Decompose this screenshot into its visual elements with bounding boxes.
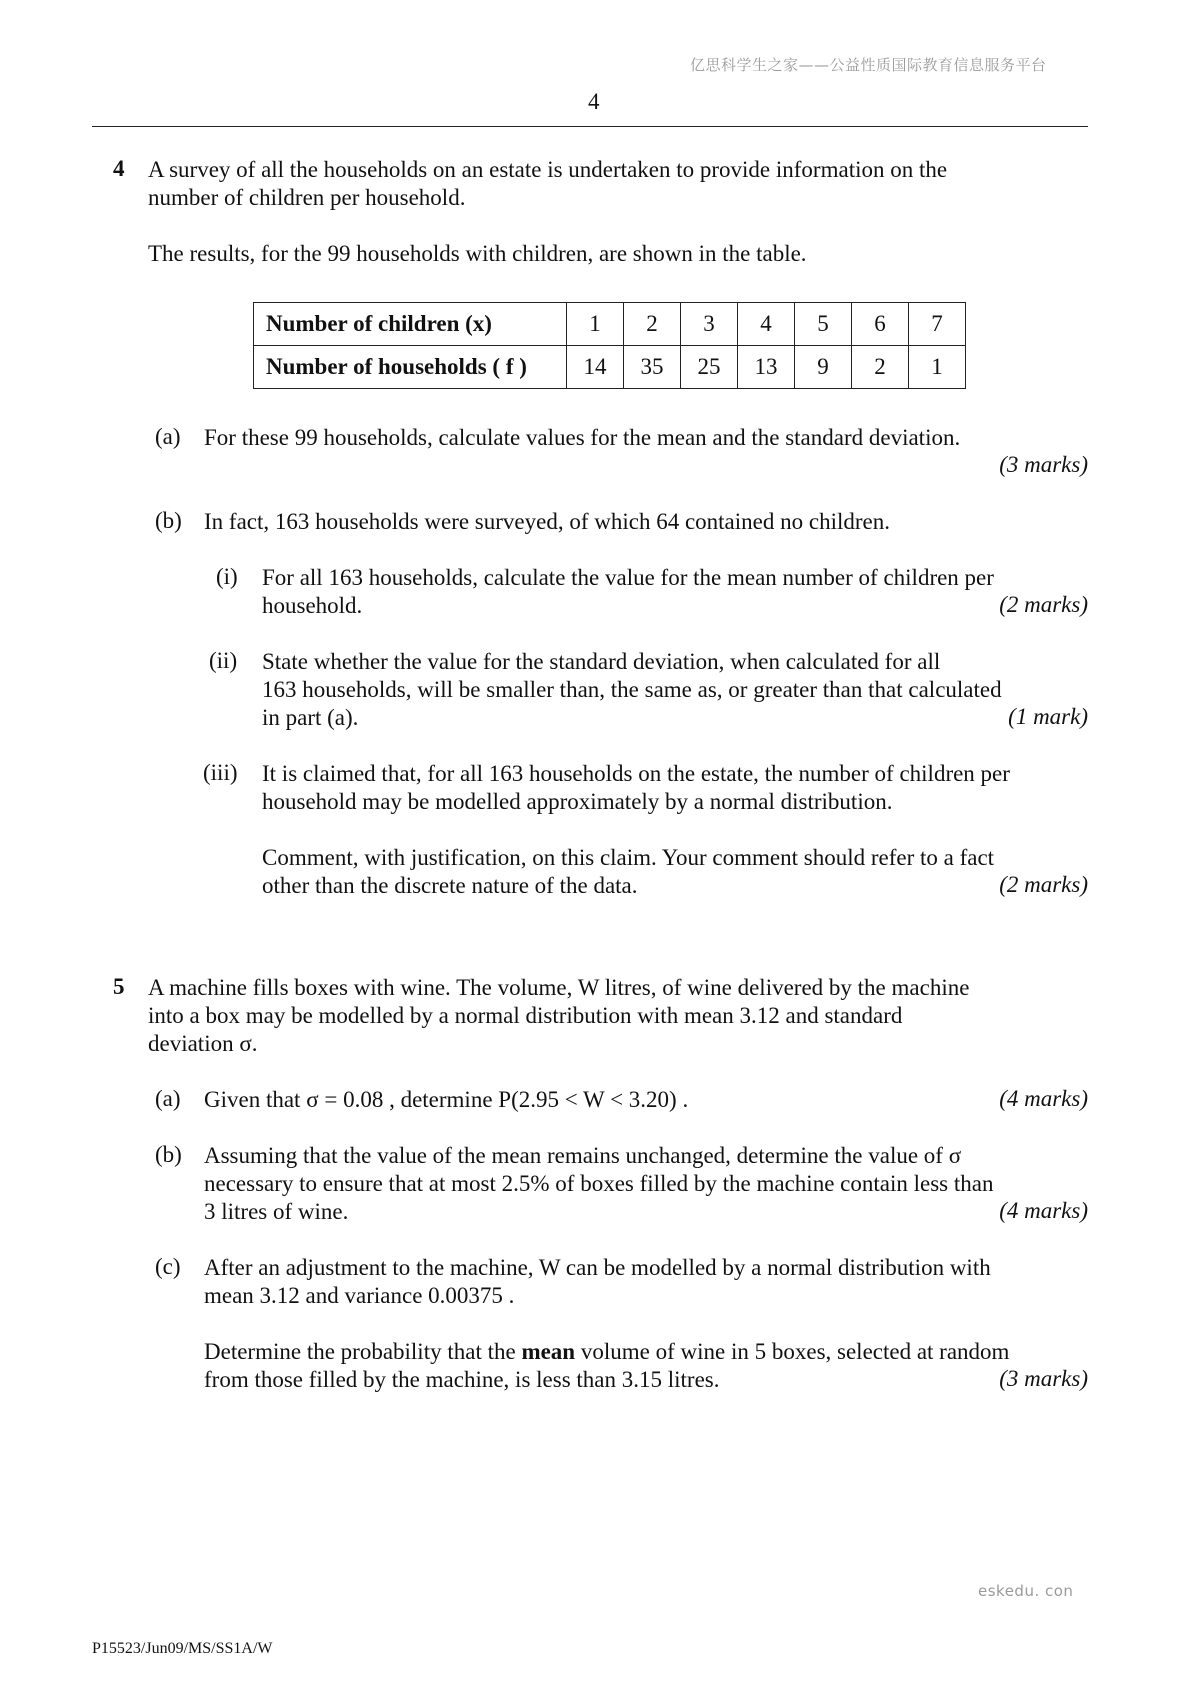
q5c-line-2: mean 3.12 and variance 0.00375 . [204, 1283, 515, 1308]
q4biii-line-1: It is claimed that, for all 163 households on the estate, the number of children per [262, 761, 1010, 786]
q5c-det-bold: mean [521, 1339, 576, 1364]
q4a-label: (a) [155, 424, 181, 449]
q4bi-line-1: For all 163 households, calculate the value for the mean number of children per [262, 565, 994, 590]
q5-intro-line-1: A machine fills boxes with wine. The volume, W litres, of wine delivered by the machine [148, 975, 970, 1000]
q5c-det-prefix: Determine the probability that the [204, 1339, 522, 1364]
q5c-determine-line-1 [204, 1338, 1009, 1366]
table-cell: 35 [624, 346, 681, 389]
q5-intro-line-2: into a box may be modelled by a normal distribution with mean 3.12 and standard [148, 1003, 903, 1028]
q4-results-text: The results, for the 99 households with children, are shown in the table. [148, 241, 807, 266]
q5-intro-line-3: deviation σ. [148, 1031, 258, 1056]
footer-code: P15523/Jun09/MS/SS1A/W [92, 1640, 273, 1657]
q5b-label: (b) [155, 1142, 182, 1167]
q4biii-marks: (2 marks) [999, 872, 1088, 897]
q5b-line-1: Assuming that the value of the mean remains unchanged, determine the value of σ [204, 1143, 962, 1168]
q4biii-comment-2: other than the discrete nature of the data. [262, 873, 638, 898]
table-cell: 1 [909, 346, 966, 389]
q4a-marks: (3 marks) [999, 452, 1088, 477]
q4bii-marks: (1 mark) [1008, 704, 1088, 729]
q4b-label: (b) [155, 508, 182, 533]
q5c-label: (c) [155, 1254, 181, 1279]
table-cell: 2 [624, 303, 681, 346]
q4bi-marks: (2 marks) [999, 592, 1088, 617]
q4bii-label: (ii) [209, 648, 238, 673]
q5-number: 5 [113, 974, 125, 999]
q5b-line-2: necessary to ensure that at most 2.5% of boxes filled by the machine contain less than [204, 1171, 994, 1196]
table-cell: 1 [567, 303, 624, 346]
q4-intro-line-2: number of children per household. [148, 185, 466, 210]
table-header-children: Number of children (x) [254, 303, 567, 346]
table-row-children [254, 303, 966, 346]
q4bi-line-2: household. [262, 593, 363, 618]
table-cell: 9 [795, 346, 852, 389]
table-header-households: Number of households ( f ) [254, 346, 567, 389]
q4bii-line-2: 163 households, will be smaller than, the same as, or greater than that calculated [262, 677, 1002, 702]
q5a-marks: (4 marks) [999, 1086, 1088, 1111]
q4biii-label: (iii) [203, 760, 238, 785]
q4bi-label: (i) [216, 564, 238, 589]
page-number: 4 [588, 89, 600, 114]
q5c-line-1: After an adjustment to the machine, W can be modelled by a normal distribution with [204, 1255, 991, 1280]
table-cell: 4 [738, 303, 795, 346]
q4bii-line-3: in part (a). [262, 705, 359, 730]
q5a-label: (a) [155, 1086, 181, 1111]
q4biii-comment-1: Comment, with justification, on this claim. Your comment should refer to a fact [262, 845, 995, 870]
q4-number: 4 [113, 156, 125, 181]
q5b-line-3: 3 litres of wine. [204, 1199, 349, 1224]
table-cell: 7 [909, 303, 966, 346]
table-cell: 2 [852, 346, 909, 389]
table-cell: 6 [852, 303, 909, 346]
q4b-text: In fact, 163 households were surveyed, of which 64 contained no children. [204, 509, 890, 534]
q5c-marks: (3 marks) [999, 1366, 1088, 1391]
table-cell: 5 [795, 303, 852, 346]
q5c-det-suffix: volume of wine in 5 boxes, selected at random [575, 1339, 1010, 1364]
frequency-table [253, 302, 966, 389]
q5a-text: Given that σ = 0.08 , determine P(2.95 < W < 3.20) . [204, 1087, 689, 1112]
table-cell: 14 [567, 346, 624, 389]
table-cell: 3 [681, 303, 738, 346]
q5c-determine-line-2: from those filled by the machine, is less than 3.15 litres. [204, 1367, 720, 1392]
q4biii-line-2: household may be modelled approximately by a normal distribution. [262, 789, 893, 814]
table-cell: 13 [738, 346, 795, 389]
header-watermark: 亿思科学生之家——公益性质国际教育信息服务平台 [690, 56, 1047, 74]
table-cell: 25 [681, 346, 738, 389]
q4a-text: For these 99 households, calculate values for the mean and the standard deviation. [204, 425, 961, 450]
footer-watermark: eskedu. con [978, 1582, 1074, 1600]
q4bii-line-1: State whether the value for the standard deviation, when calculated for all [262, 649, 941, 674]
q4-intro-line-1: A survey of all the households on an estate is undertaken to provide information on the [148, 157, 948, 182]
table-row-households [254, 346, 966, 389]
header-divider [92, 126, 1088, 127]
q5b-marks: (4 marks) [999, 1198, 1088, 1223]
